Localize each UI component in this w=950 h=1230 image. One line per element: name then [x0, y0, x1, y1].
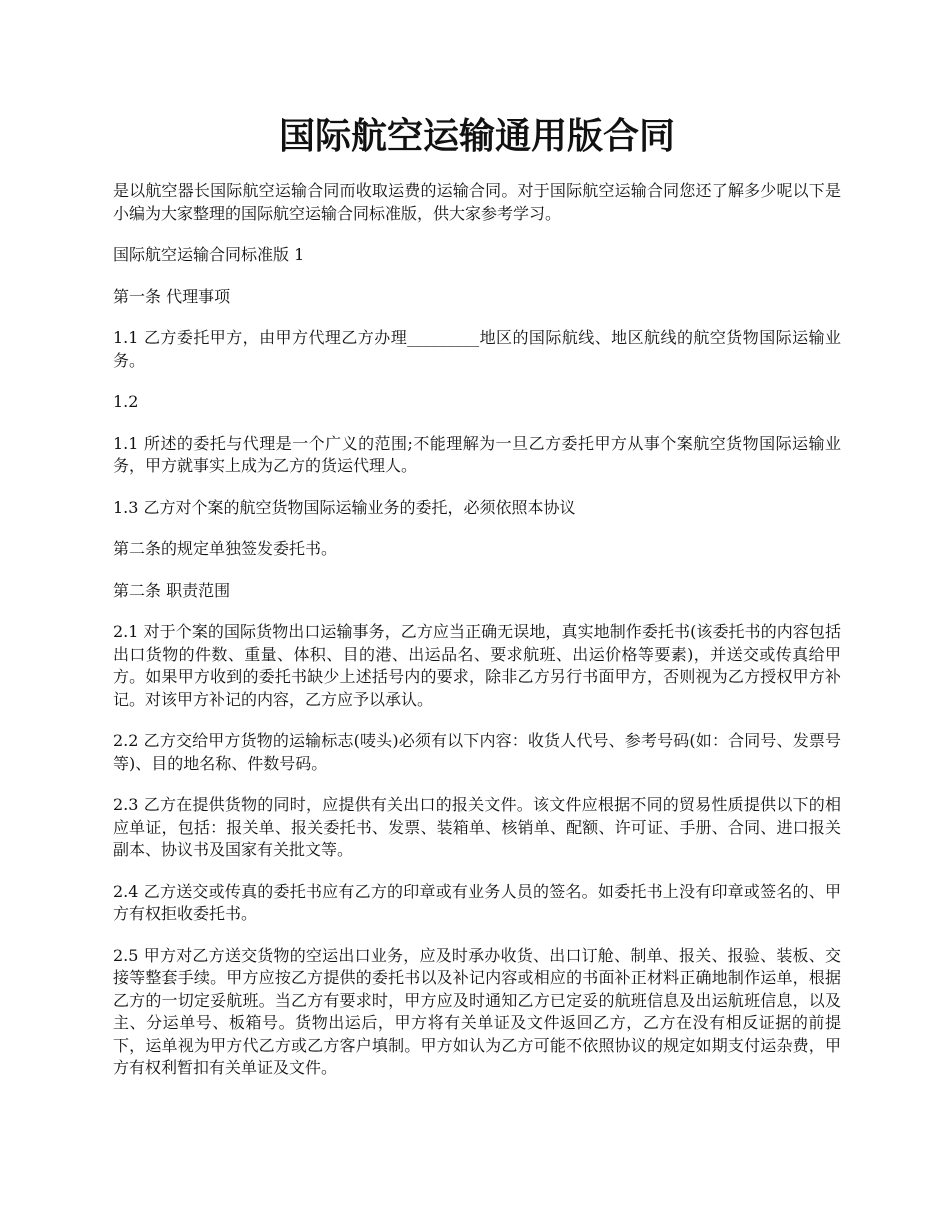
clause-1-2: 1.2: [113, 392, 139, 411]
intro-paragraph: 是以航空器长国际航空运输合同而收取运费的运输合同。对于国际航空运输合同您还了解多少呢以下是小编为大家整理的国际航空运输合同标准版，供大家参考学习。: [113, 181, 841, 223]
clause-2-5: 2.5 甲方对乙方送交货物的空运出口业务，应及时承办收货、出口订舱、制单、报关、报验、装板、交接等整套手续。甲方应按乙方提供的委托书以及补记内容或相应的书面补正材料正确地制作运单，根据乙方的一切定妥航班。当乙方有要求时，甲方应及时通知乙方已定妥的航班信息及出运航班信息，以及主、分运单号、板箱号。货物出运后，甲方将有关单证及文件返回乙方，乙方在没有相反证据的前提下，运单视为甲方代乙方或乙方客户填制。甲方如认为乙方可能不依照协议的规定如期支付运杂费，甲方有权利暂扣有关单证及文件。: [113, 945, 841, 1077]
clause-2-2: 2.2 乙方交给甲方货物的运输标志(唛头)必须有以下内容：收货人代号、参考号码(如：合同号、发票号等)、目的地名称、件数号码。: [113, 731, 841, 773]
clause-2-1: 2.1 对于个案的国际货物出口运输事务，乙方应当正确无误地，真实地制作委托书(该委托书的内容包括出口货物的件数、重量、体积、目的港、出运品名、要求航班、出运价格等要素)，并送交或传真给甲方。如果甲方收到的委托书缺少上述括号内的要求，除非乙方另行书面甲方，否则视为乙方授权甲方补记。对该甲方补记的内容，乙方应予以承认。: [113, 622, 841, 709]
clause-2-3: 2.3 乙方在提供货物的同时，应提供有关出口的报关文件。该文件应根据不同的贸易性质提供以下的相应单证，包括：报关单、报关委托书、发票、装箱单、核销单、配额、许可证、手册、合同、进口报关副本、协议书及国家有关批文等。: [113, 795, 841, 859]
document-body: [113, 180, 841, 1099]
clause-2-4: 2.4 乙方送交或传真的委托书应有乙方的印章或有业务人员的签名。如委托书上没有印章或签名的、甲方有权拒收委托书。: [113, 881, 841, 923]
clause-1-3: 1.3 乙方对个案的航空货物国际运输业务的委托，必须依照本协议: [113, 497, 576, 517]
clause-1-1-scope: 1.1 所述的委托与代理是一个广义的范围;不能理解为一旦乙方委托甲方从事个案航空货物国际运输业务，甲方就事实上成为乙方的货运代理人。: [113, 433, 841, 475]
article-2-heading: 第二条 职责范围: [113, 580, 231, 600]
clause-1-1: 1.1 乙方委托甲方，由甲方代理乙方办理_________地区的国际航线、地区航线的航空货物国际运输业务。: [113, 328, 841, 370]
document-title: 国际航空运输通用版合同: [278, 115, 675, 157]
section-heading-standard-version: 国际航空运输合同标准版 1: [113, 245, 305, 264]
clause-1-3-continued: 第二条的规定单独签发委托书。: [113, 539, 338, 558]
article-1-heading: 第一条 代理事项: [113, 286, 231, 306]
